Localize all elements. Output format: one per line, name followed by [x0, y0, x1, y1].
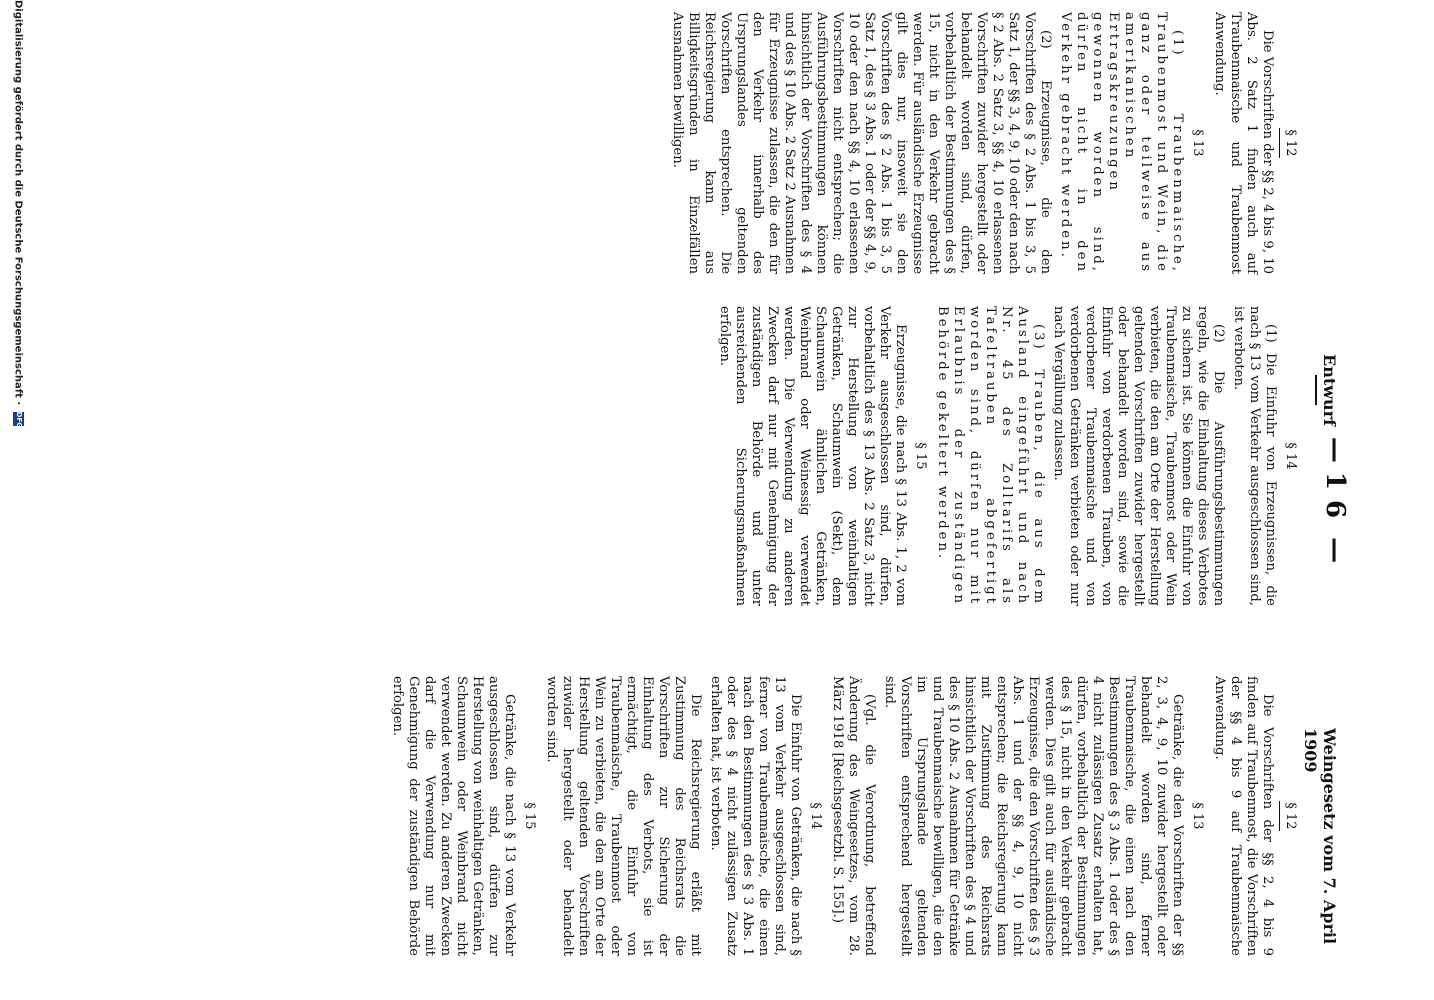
- column-weingesetz: [385, 676, 1304, 956]
- paragraph: (3) Trauben, die aus dem Ausland eingeführt und nach Nr. 45 des Zolltarifs als Tafeltrauben abgefertigt worden sind, dürfen nur mit Erlaubnis der zuständigen Behörde gekeltert werden.: [935, 306, 1046, 606]
- section-heading: § 15: [522, 802, 537, 830]
- paragraph: Getränke, die den Vorschriften der §§ 2, 3, 4, 9, 10 zuwider hergestellt oder behandelt worden sind, ferner Traubenmaische, die einen nach den Bestimmungen des § 3 Abs. 1 oder des § 4 nicht zulässigen Zusatz erhalten hat, dürfen, vorbehaltlich der Bestimmungen des § 15, nicht in den Verkehr gebracht werden. Dies gilt auch für ausländische Erzeugnisse, die den Vorschriften des § 3 Abs. 1 und der §§ 4, 9, 10 nicht entsprechen; die Reichsregierung kann mit Zustimmung des Reichsrats hinsichtlich der Vorschriften des § 4 und des § 10 Abs. 2 Ausnahmen für Getränke und Traubenmaische bewilligen, die den im Ursprungslande geltenden Vorschriften entsprechend hergestellt sind.: [882, 676, 1185, 956]
- section-heading: § 14: [808, 802, 823, 830]
- column-draft-right: [712, 306, 1304, 606]
- paragraph: Erzeugnisse, die nach § 13 Abs. 1, 2 vom Verkehr ausgeschlossen sind, dürfen, vorbehaltlich des § 13 Abs. 2 Satz 3, nicht zur Herstellung von weinhaltigen Getränken, Schaumwein (Sekt), dem Schaumwein ähnlichen Getränken, Weinbrand oder Weinessig verwendet werden. Die Verwendung zu anderen Zwecken darf nur mit Genehmigung der zuständigen Behörde und unter ausreichenden Sicherungsmaßnahmen erfolgen.: [717, 306, 908, 606]
- section-heading: § 12: [1279, 676, 1298, 956]
- section-heading: § 13: [1190, 802, 1205, 830]
- left-column-title: Entwurf: [1315, 90, 1339, 690]
- paragraph: (2) Die Ausführungsbestimmungen regeln, wie die Einhaltung dieses Verbotes zu sichern ist. Sie können die Einfuhr von Traubenmaische, Traubenmost oder Wein verbieten, die den am Orte der Herstellung geltenden Vorschriften zuwider hergestellt oder behandelt worden sind, sowie die Einfuhr von verdorbenen Trauben, von verdorbener Traubenmaische und von verdorbenen Getränken verbieten oder nur nach Vergällung zulassen.: [1051, 306, 1226, 606]
- page-number: — 16 —: [1320, 436, 1350, 564]
- dfg-logo-icon: DFG: [15, 411, 23, 428]
- paragraph: Die Einfuhr von Getränken, die nach § 13 vom Verkehr ausgeschlossen sind, ferner von Traubenmaische, die einen nach den Bestimmungen des § 3 Abs. 1 oder des § 4 nicht zulässigen Zusatz erhalten hat, ist verboten.: [708, 676, 803, 956]
- right-column-title: Weingesetz vom 7. April 1909: [1301, 728, 1339, 945]
- dfg-footer: Digitalisierung gefördert durch die Deutsche Forschungsgemeinschaft · DFG: [12, 0, 24, 428]
- footer-text: Digitalisierung gefördert durch die Deutsche Forschungsgemeinschaft: [12, 0, 24, 398]
- column-draft-left: [665, 12, 1304, 274]
- section-heading: § 12: [1279, 12, 1298, 274]
- paragraph: (1) Traubenmaische, Traubenmost und Wein, die ganz oder teilweise aus amerikanischen Ertragskreuzungen gewonnen worden sind, dürfen nicht in den Verkehr gebracht werden.: [1058, 12, 1185, 274]
- paragraph: (2) Erzeugnisse, die den Vorschriften des § 2 Abs. 1 bis 3, 5 Satz 1, der §§ 3, 4, 9, 10 oder den nach § 2 Abs. 2 Satz 3, §§ 4, 10 erlassenen Vorschriften zuwider hergestellt oder behandelt worden sind, dürfen, vorbehaltlich der Bestimmungen des § 15, nicht in den Verkehr gebracht werden. Für ausländische Erzeugnisse gilt dies nur, insoweit sie den Vorschriften des § 2 Abs. 1 bis 3, 5 Satz 1, des § 3 Abs. 1 oder der §§ 4, 9, 10 oder den nach §§ 4, 10 erlassenen Vorschriften nicht entsprechen; die Ausführungsbestimmungen können hinsichtlich der Vorschriften des § 4 und des § 10 Abs. 2 Satz 2 Ausnahmen für Erzeugnisse zulassen, die den für den Verkehr innerhalb des Ursprungslandes geltenden Vorschriften entsprechen. Die Reichsregierung kann aus Billigkeitsgründen in Einzelfällen Ausnahmen bewilligen.: [670, 12, 1053, 274]
- paragraph: (Vgl. die Verordnung, betreffend Änderung des Weingesetzes, vom 28. März 1918 [Reichsgesetzbl. S. 155].): [830, 676, 877, 956]
- paragraph: (1) Die Einfuhr von Erzeugnissen, die nach § 13 vom Verkehr ausgeschlossen sind, ist verboten.: [1231, 306, 1278, 606]
- section-heading: § 13: [1190, 129, 1205, 157]
- title-rule: [1315, 375, 1317, 405]
- section-heading: § 14: [1283, 442, 1298, 470]
- paragraph: Die Reichsregierung erläßt mit Zustimmung des Reichsrats die Vorschriften zur Sicherung der Einhaltung des Verbots, sie ist ermächtigt, die Einfuhr von Traubenmaische, Traubenmost oder Wein zu verbieten, die den am Orte der Herstellung geltenden Vorschriften zuwider hergestellt oder behandelt worden sind.: [544, 676, 703, 956]
- paragraph: Getränke, die nach § 13 vom Verkehr ausgeschlossen sind, dürfen zur Herstellung von weinhaltigen Getränken, Schaumwein oder Weinbrand nicht verwendet werden. Zu anderen Zwecken darf die Verwendung nur mit Genehmigung der zuständigen Behörde erfolgen.: [390, 676, 517, 956]
- paragraph: Die Vorschriften der §§ 2, 4 bis 9 finden auf Traubenmost, die Vorschriften der §§ 4 bis 9 auf Traubenmaische Anwendung.: [1212, 676, 1275, 956]
- section-heading: § 15: [913, 442, 928, 470]
- paragraph: Die Vorschriften der §§ 2, 4 bis 9, 10 Abs. 2 Satz 1 finden auch auf Traubenmaische und Traubenmost Anwendung.: [1212, 12, 1275, 274]
